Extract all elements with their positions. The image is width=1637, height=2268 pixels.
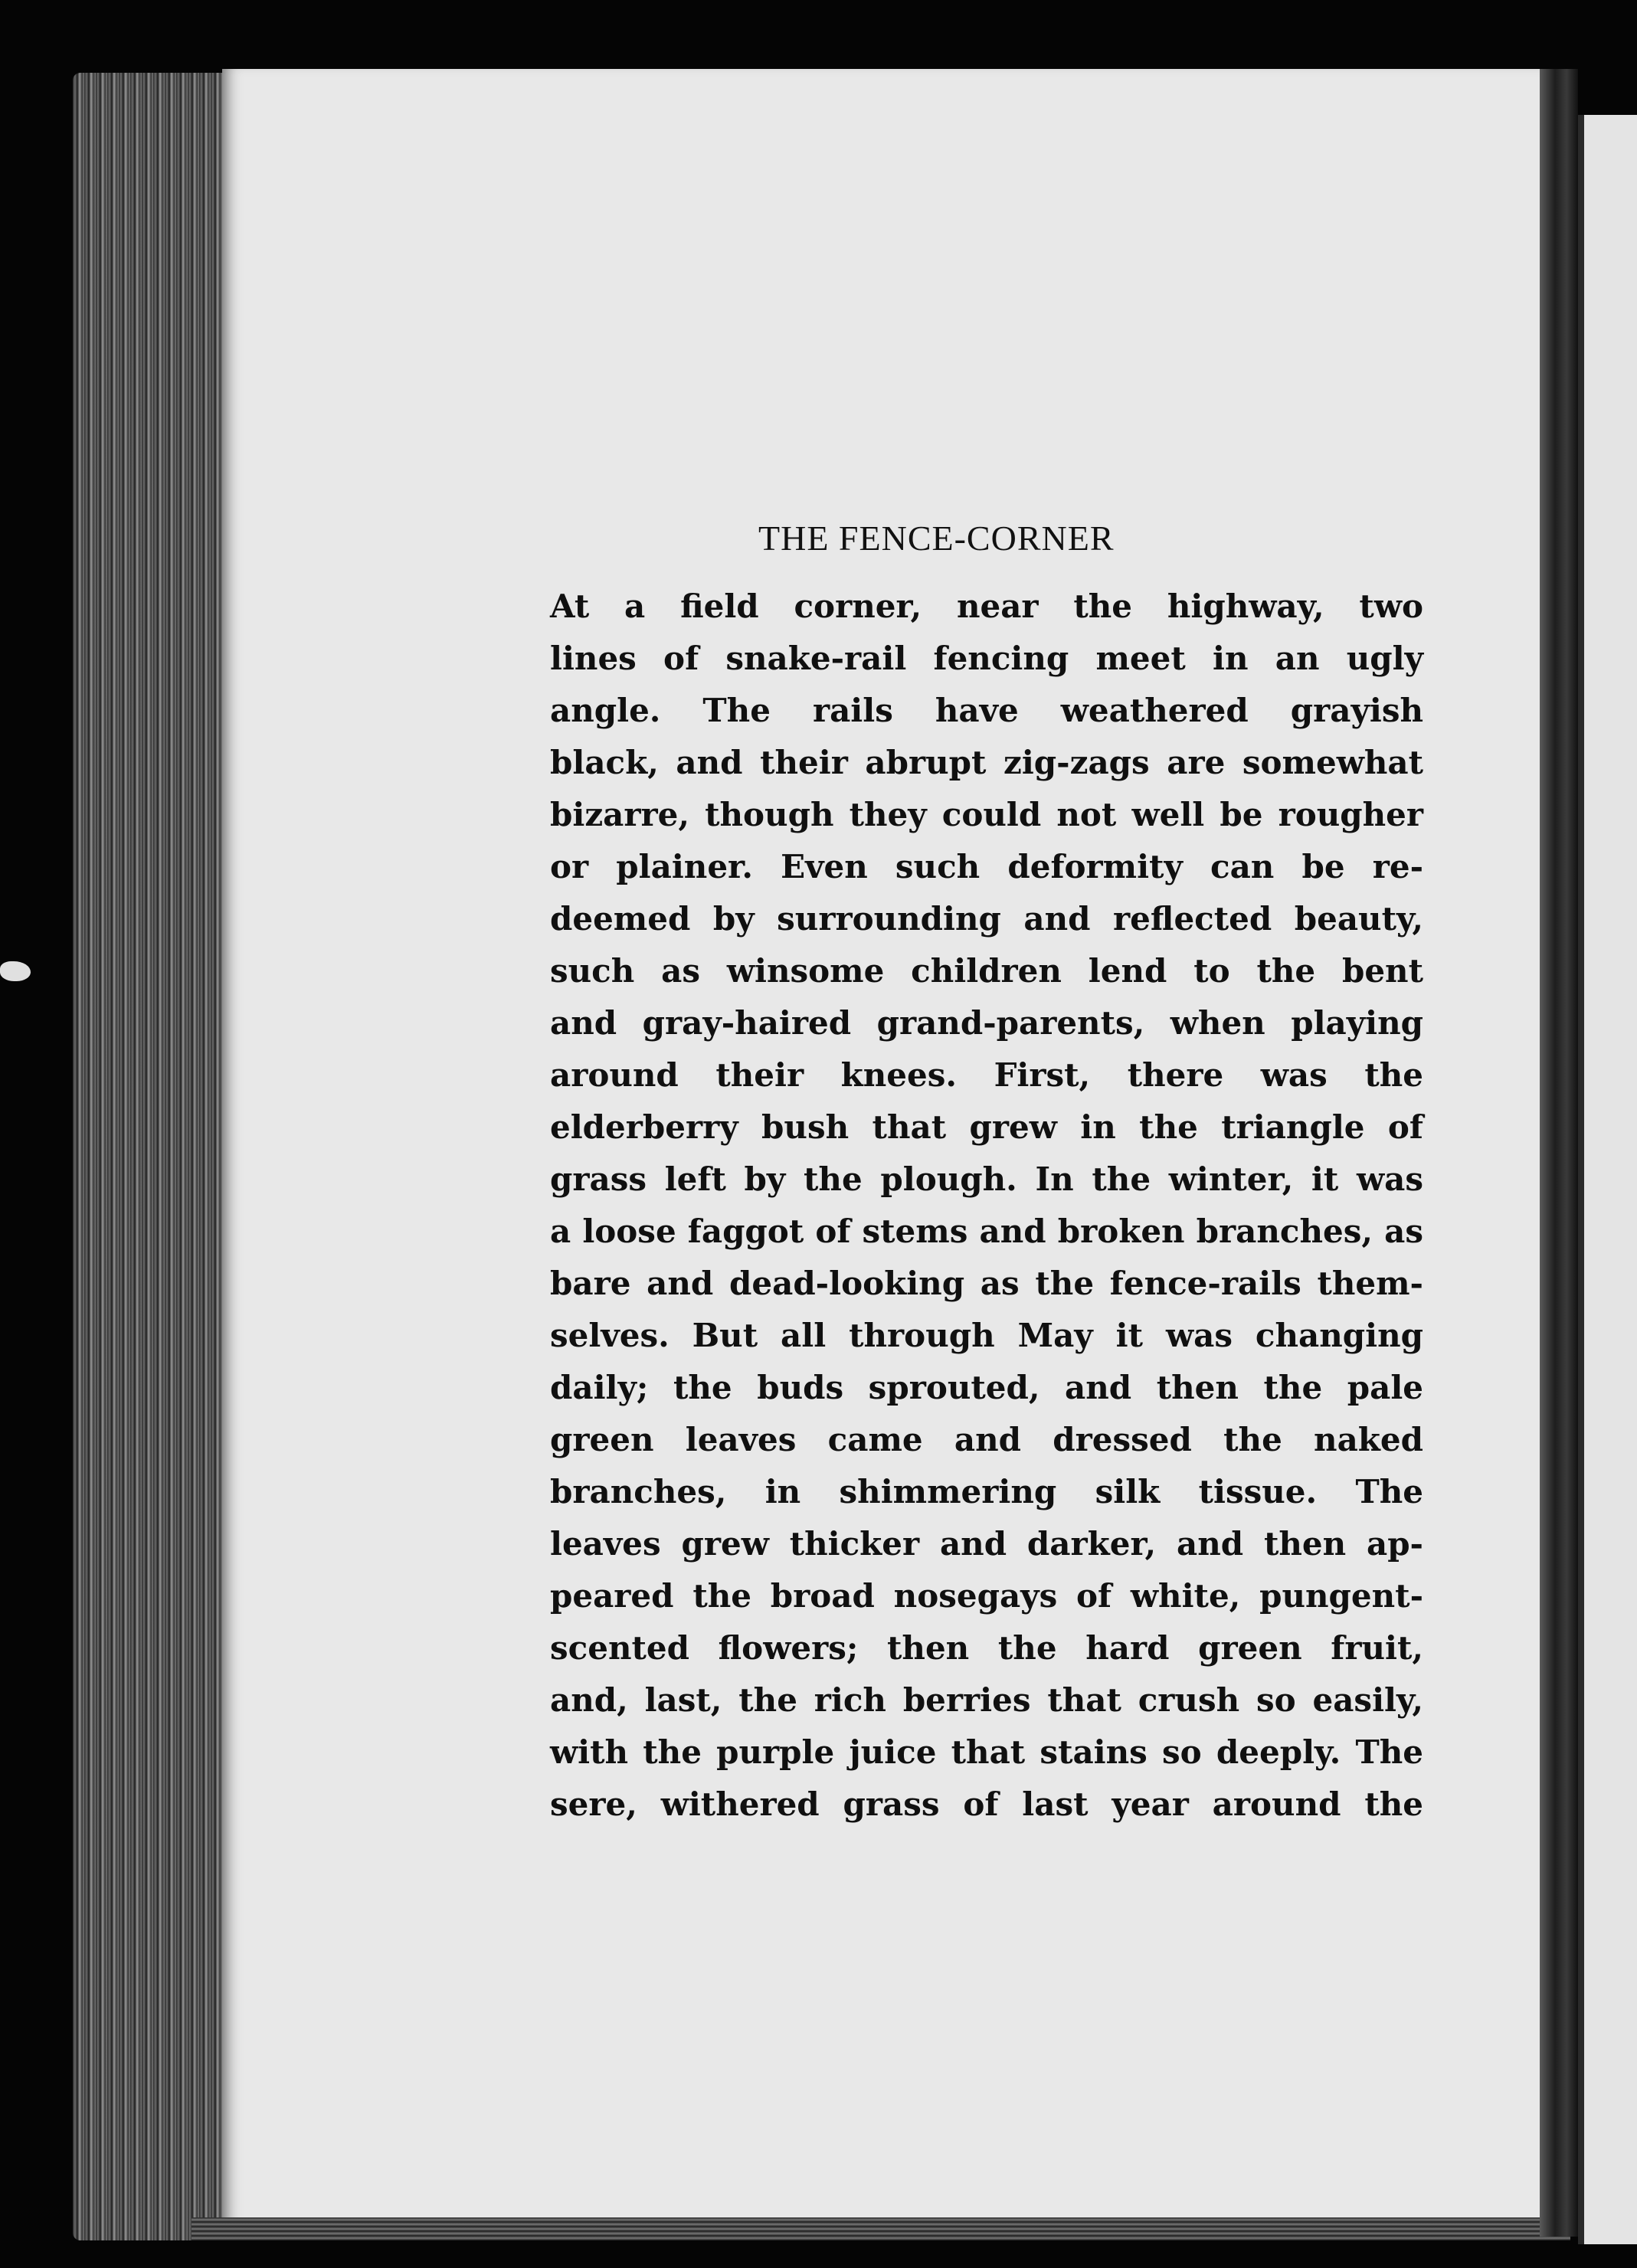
text-line: grass left by the plough. In the winter, it was — [550, 1160, 1423, 1198]
text-line: leaves grew thicker and darker, and then ap- — [550, 1525, 1423, 1563]
text-line: such as winsome children lend to the bent — [550, 952, 1423, 990]
text-line: deemed by surrounding and reflected beauty, — [550, 900, 1423, 938]
text-line: peared the broad nosegays of white, pungent- — [550, 1577, 1423, 1615]
facing-page-sliver — [1578, 115, 1637, 2244]
text-line: scented flowers; then the hard green fruit, — [550, 1629, 1423, 1667]
text-line: angle. The rails have weathered grayish — [550, 692, 1423, 729]
page-bottom-edge — [192, 2217, 1570, 2240]
text-line: and, last, the rich berries that crush so easily, — [550, 1681, 1423, 1719]
chapter-title: THE FENCE-CORNER — [758, 519, 1115, 558]
text-line: bizarre, though they could not well be rougher — [550, 796, 1423, 833]
text-line: lines of snake-rail fencing meet in an ugly — [550, 640, 1423, 677]
text-line: bare and dead-looking as the fence-rails them- — [550, 1265, 1423, 1302]
book-page-edges — [73, 73, 226, 2240]
body-text — [550, 581, 1423, 1831]
text-line: selves. But all through May it was changing — [550, 1317, 1423, 1354]
book-spine-shadow — [1540, 69, 1578, 2237]
text-line: around their knees. First, there was the — [550, 1056, 1423, 1094]
scan-smudge — [0, 961, 31, 981]
text-line: sere, withered grass of last year around the — [550, 1785, 1423, 1823]
text-line: daily; the buds sprouted, and then the pale — [550, 1369, 1423, 1406]
text-line: elderberry bush that grew in the triangle of — [550, 1108, 1423, 1146]
text-line: or plainer. Even such deformity can be re- — [550, 848, 1423, 885]
text-line: At a field corner, near the highway, two — [550, 587, 1423, 625]
text-line: green leaves came and dressed the naked — [550, 1421, 1423, 1458]
text-line: and gray-haired grand-parents, when playing — [550, 1004, 1423, 1042]
text-line: with the purple juice that stains so deeply. The — [550, 1733, 1423, 1771]
text-line: branches, in shimmering silk tissue. The — [550, 1473, 1423, 1510]
text-line: black, and their abrupt zig-zags are somewhat — [550, 744, 1423, 781]
text-line: a loose faggot of stems and broken branches, as — [550, 1213, 1423, 1250]
